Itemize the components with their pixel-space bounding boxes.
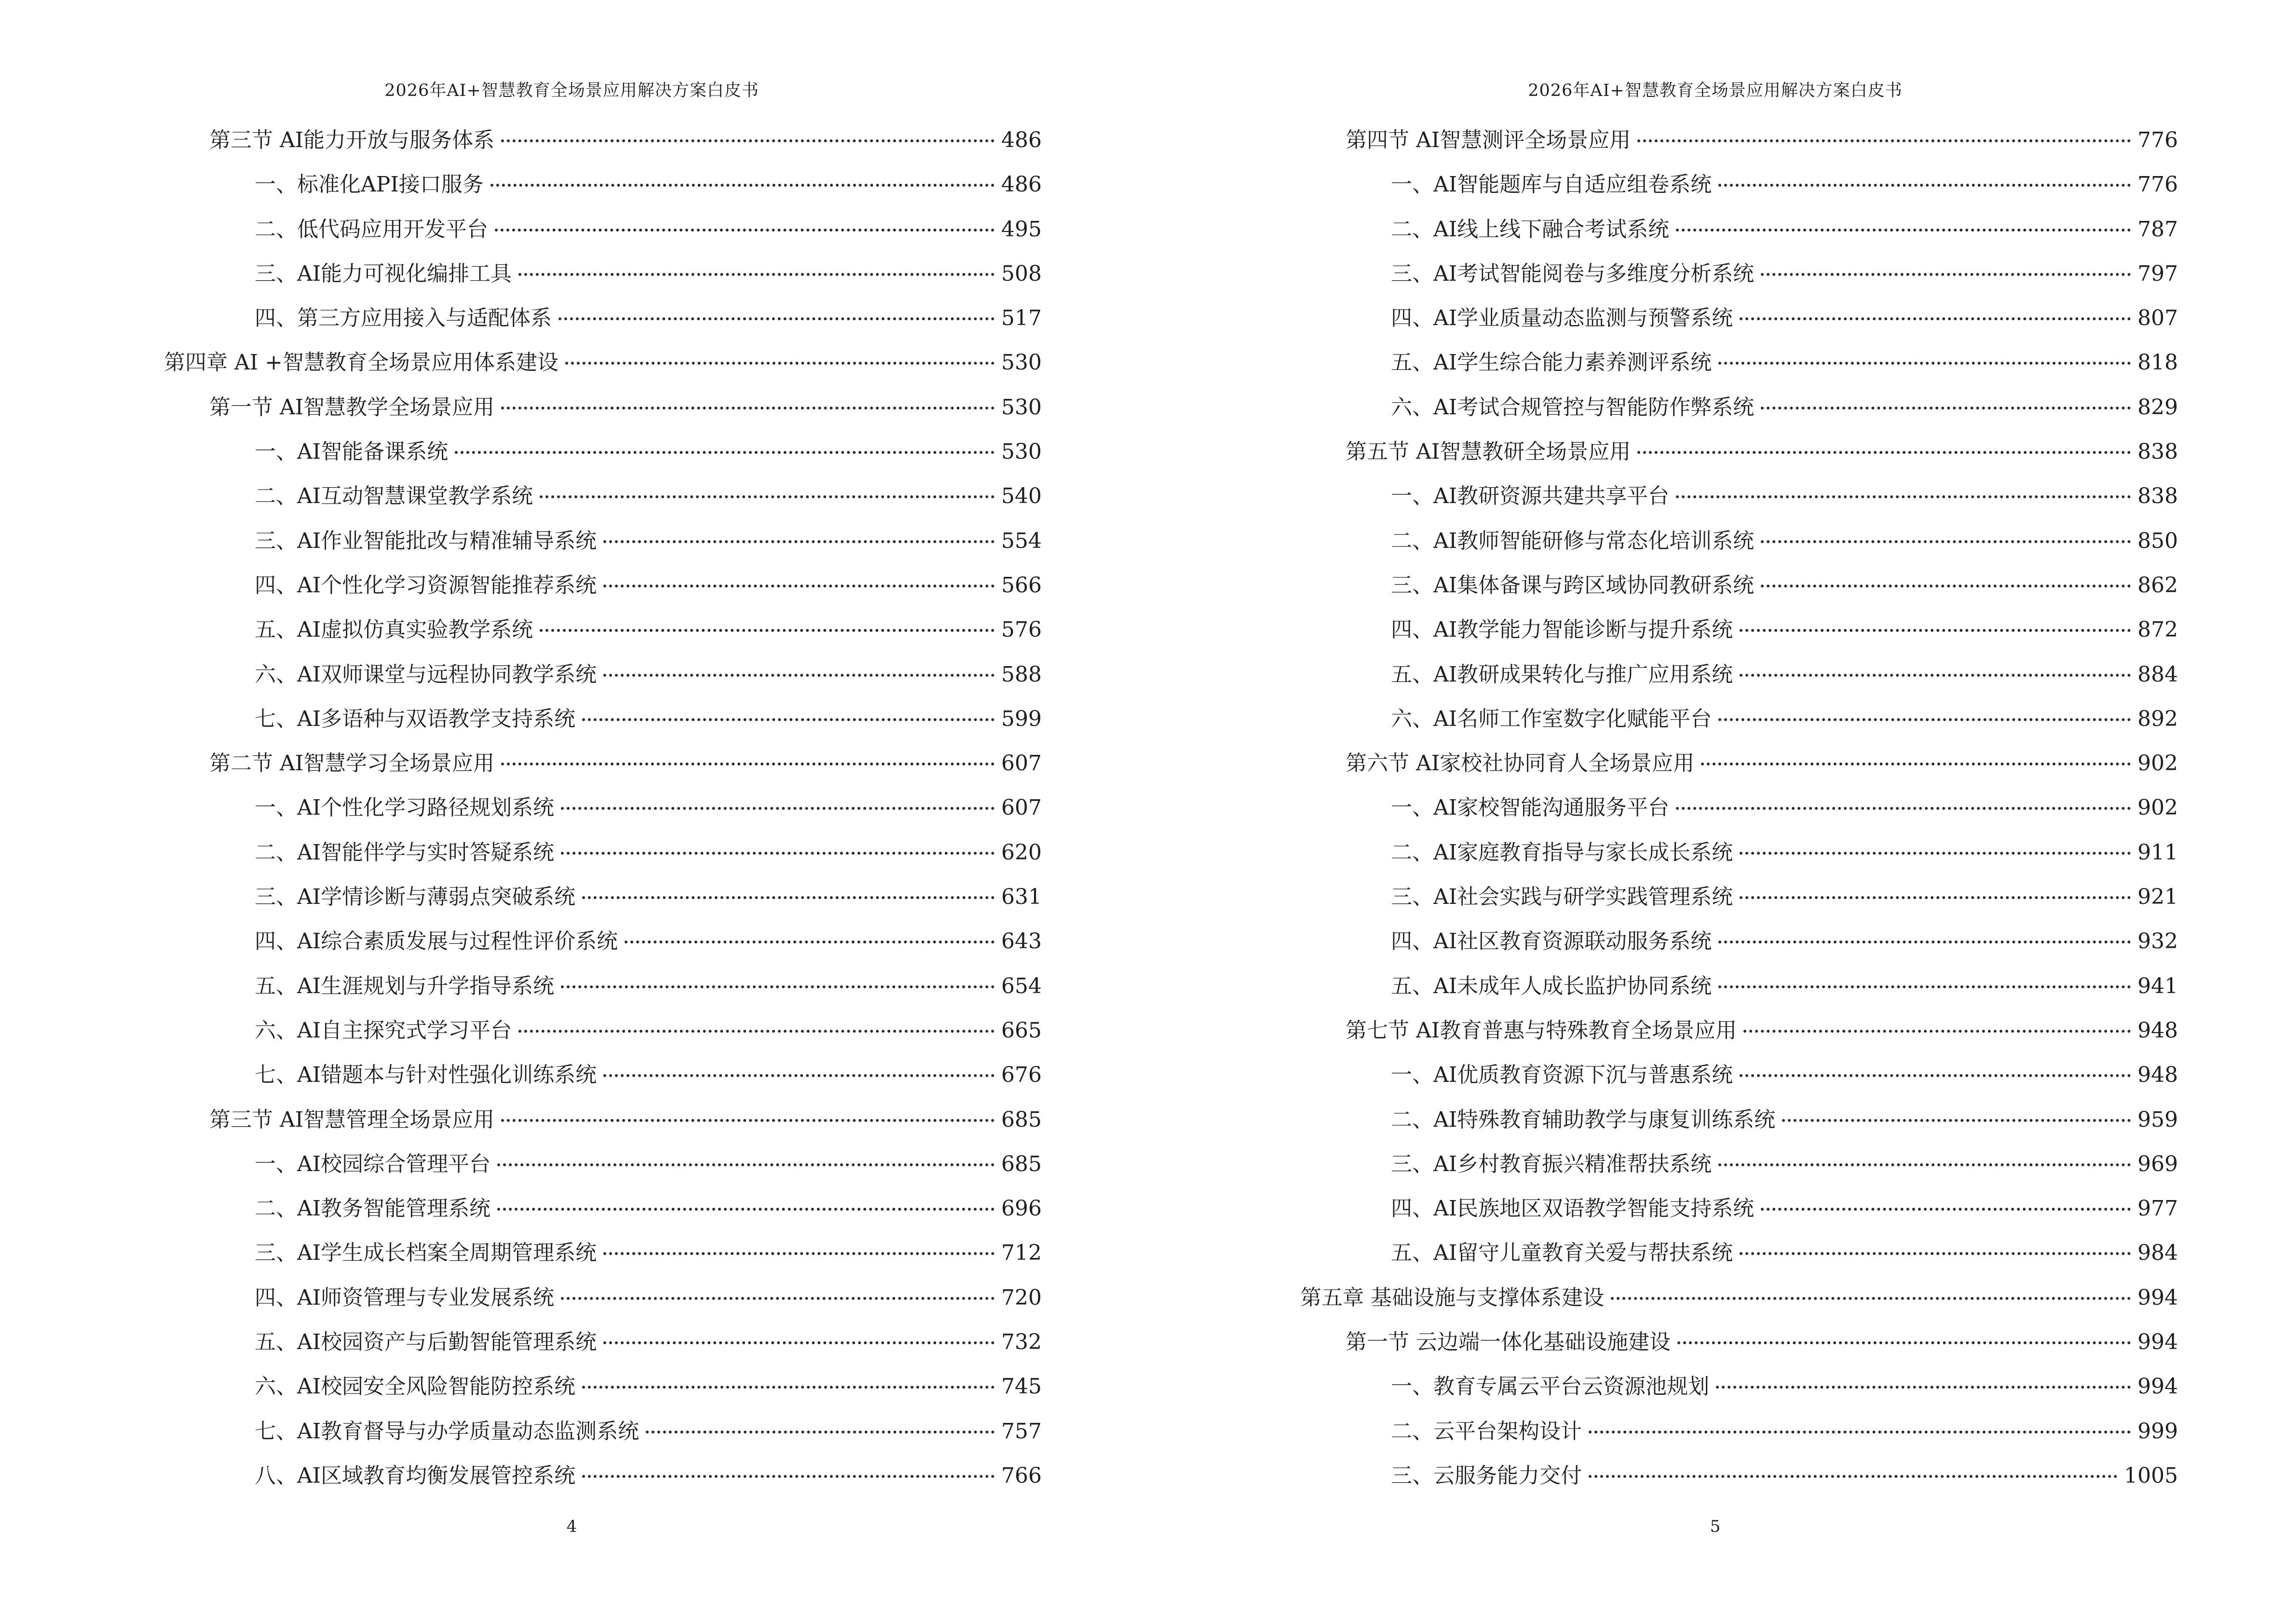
dot-leader (540, 495, 994, 498)
toc-entry[interactable] (1300, 697, 2178, 741)
dot-leader (561, 985, 994, 988)
toc-entry-title: 四、AI师资管理与专业发展系统 (255, 1285, 555, 1310)
toc-entry[interactable] (1300, 875, 2178, 919)
toc-entry-title: 第五节 AI智慧教研全场景应用 (1346, 439, 1631, 464)
dot-leader (501, 763, 994, 765)
dot-leader (1740, 629, 2131, 632)
toc-entry-title: 第七节 AI教育普惠与特殊教育全场景应用 (1346, 1018, 1737, 1043)
toc-entry-title: 四、AI社区教育资源联动服务系统 (1391, 929, 1712, 954)
toc-entry-title: 三、AI作业智能批改与精准辅导系统 (255, 528, 597, 553)
toc-entry-page-number: 994 (2137, 1330, 2178, 1355)
toc-entry-page-number: 862 (2137, 573, 2178, 598)
dot-leader (603, 540, 994, 543)
toc-entry-page-number: 631 (1001, 885, 1042, 910)
dot-leader (1740, 317, 2131, 320)
dot-leader (1718, 1163, 2131, 1166)
toc-entry[interactable] (1300, 1409, 2178, 1454)
toc-entry[interactable] (1300, 1098, 2178, 1142)
toc-entry-title: 一、AI校园综合管理平台 (255, 1151, 491, 1176)
dot-leader (1761, 585, 2131, 587)
toc-entry-page-number: 797 (2137, 261, 2178, 286)
toc-entry-title: 三、AI能力可视化编排工具 (255, 261, 512, 286)
dot-leader (518, 1030, 994, 1033)
dot-leader (1589, 1431, 2131, 1433)
table-of-contents (164, 118, 1042, 1498)
toc-entry[interactable] (1300, 1276, 2178, 1320)
toc-entry[interactable] (164, 1276, 1042, 1320)
toc-entry[interactable] (1300, 1454, 2178, 1498)
toc-entry-page-number: 685 (1001, 1151, 1042, 1176)
toc-entry[interactable] (164, 919, 1042, 964)
toc-entry[interactable] (1300, 1053, 2178, 1097)
dot-leader (561, 852, 994, 855)
toc-entry-title: 四、第三方应用接入与适配体系 (255, 306, 552, 331)
toc-entry[interactable] (1300, 1365, 2178, 1409)
toc-entry-page-number: 994 (2137, 1285, 2178, 1310)
toc-entry-page-number: 607 (1001, 795, 1042, 820)
toc-entry[interactable] (164, 118, 1042, 163)
toc-entry-page-number: 948 (2137, 1063, 2178, 1088)
toc-entry[interactable] (164, 875, 1042, 919)
toc-entry-title: 五、AI虚拟仿真实验教学系统 (255, 617, 533, 642)
dot-leader (565, 362, 994, 365)
toc-entry[interactable] (164, 519, 1042, 563)
toc-entry-page-number: 599 (1001, 706, 1042, 731)
toc-entry[interactable] (164, 1009, 1042, 1053)
toc-entry[interactable] (164, 786, 1042, 830)
toc-entry-title: 三、AI学生成长档案全周期管理系统 (255, 1241, 597, 1266)
dot-leader (1718, 362, 2131, 365)
toc-entry[interactable] (1300, 1187, 2178, 1231)
toc-entry-title: 七、AI多语种与双语教学支持系统 (255, 706, 576, 731)
toc-entry-title: 第二节 AI智慧学习全场景应用 (209, 751, 495, 776)
toc-entry[interactable] (1300, 786, 2178, 830)
toc-entry[interactable] (1300, 964, 2178, 1009)
toc-entry[interactable] (1300, 163, 2178, 207)
toc-entry-page-number: 665 (1001, 1018, 1042, 1043)
toc-entry-title: 二、AI智能伴学与实时答疑系统 (255, 840, 555, 865)
toc-entry-page-number: 838 (2137, 484, 2178, 509)
toc-entry-title: 第一节 云边端一体化基础设施建设 (1346, 1330, 1671, 1355)
dot-leader (561, 1297, 994, 1300)
dot-leader (582, 896, 994, 899)
toc-entry-title: 八、AI区域教育均衡发展管控系统 (255, 1463, 576, 1488)
toc-entry-page-number: 654 (1001, 973, 1042, 998)
toc-entry-title: 七、AI教育督导与办学质量动态监测系统 (255, 1419, 640, 1444)
toc-entry-title: 一、AI优质教育资源下沉与普惠系统 (1391, 1063, 1733, 1088)
toc-entry-title: 四、AI综合素质发展与过程性评价系统 (255, 929, 618, 954)
toc-entry-title: 二、低代码应用开发平台 (255, 217, 488, 242)
page-number: 4 (566, 1517, 577, 1536)
toc-entry[interactable] (1300, 430, 2178, 474)
dot-leader (1740, 852, 2131, 855)
dot-leader (582, 1386, 994, 1389)
dot-leader (558, 317, 994, 320)
toc-entry[interactable] (1300, 563, 2178, 608)
toc-entry-title: 二、AI教师智能研修与常态化培训系统 (1391, 528, 1755, 553)
toc-entry-page-number: 969 (2137, 1151, 2178, 1176)
toc-entry-title: 第一节 AI智慧教学全场景应用 (209, 395, 495, 420)
toc-entry-title: 四、AI民族地区双语教学智能支持系统 (1391, 1196, 1755, 1221)
toc-entry[interactable] (1300, 519, 2178, 563)
dot-leader (625, 941, 994, 943)
toc-entry-page-number: 685 (1001, 1107, 1042, 1132)
toc-entry-page-number: 1005 (2124, 1463, 2178, 1488)
dot-leader (1761, 407, 2131, 409)
dot-leader (646, 1431, 994, 1433)
toc-entry-title: 一、标准化API接口服务 (255, 172, 484, 197)
toc-entry-title: 五、AI未成年人成长监护协同系统 (1391, 973, 1712, 998)
toc-entry-page-number: 620 (1001, 840, 1042, 865)
toc-entry-page-number: 643 (1001, 929, 1042, 954)
toc-entry-page-number: 530 (1001, 395, 1042, 420)
toc-entry-page-number: 932 (2137, 929, 2178, 954)
toc-entry-title: 六、AI自主探究式学习平台 (255, 1018, 512, 1043)
toc-entry[interactable] (164, 207, 1042, 252)
toc-entry-page-number: 872 (2137, 617, 2178, 642)
toc-entry-title: 三、云服务能力交付 (1391, 1463, 1582, 1488)
dot-leader (501, 407, 994, 409)
toc-entry-title: 第四章 AI +智慧教育全场景应用体系建设 (164, 350, 558, 375)
toc-entry[interactable] (164, 697, 1042, 741)
running-header: 2026年AI+智慧教育全场景应用解决方案白皮书 (1528, 81, 1903, 100)
toc-entry[interactable] (1300, 385, 2178, 430)
toc-entry-page-number: 994 (2137, 1374, 2178, 1399)
toc-entry-page-number: 508 (1001, 261, 1042, 286)
toc-entry-page-number: 676 (1001, 1063, 1042, 1088)
toc-entry-title: 第五章 基础设施与支撑体系建设 (1300, 1285, 1604, 1310)
right-page (1144, 0, 2287, 1624)
dot-leader (603, 674, 994, 677)
toc-entry-title: 第四节 AI智慧测评全场景应用 (1346, 128, 1631, 152)
toc-entry[interactable] (1300, 341, 2178, 385)
dot-leader (1676, 807, 2131, 810)
toc-entry[interactable] (164, 474, 1042, 519)
toc-entry-title: 五、AI留守儿童教育关爱与帮扶系统 (1391, 1241, 1733, 1266)
toc-entry-title: 四、AI个性化学习资源智能推荐系统 (255, 573, 597, 598)
toc-entry-title: 一、AI教研资源共建共享平台 (1391, 484, 1670, 509)
toc-entry-title: 二、AI教务智能管理系统 (255, 1196, 491, 1221)
dot-leader (501, 1119, 994, 1122)
toc-entry[interactable] (164, 1098, 1042, 1142)
toc-entry-page-number: 732 (1001, 1330, 1042, 1355)
toc-entry-page-number: 892 (2137, 706, 2178, 731)
toc-entry-title: 五、AI学生综合能力素养测评系统 (1391, 350, 1712, 375)
toc-entry-title: 四、AI教学能力智能诊断与提升系统 (1391, 617, 1733, 642)
toc-entry[interactable] (164, 1053, 1042, 1097)
toc-entry-page-number: 911 (2137, 840, 2178, 865)
toc-entry-title: 二、AI特殊教育辅助教学与康复训练系统 (1391, 1107, 1776, 1132)
dot-leader (1761, 540, 2131, 543)
dot-leader (1716, 1386, 2131, 1389)
toc-entry[interactable] (1300, 474, 2178, 519)
table-of-contents (1300, 118, 2178, 1498)
toc-entry-title: 第三节 AI智慧管理全场景应用 (209, 1107, 495, 1132)
dot-leader (1637, 139, 2131, 142)
dot-leader (490, 184, 994, 187)
dot-leader (1718, 184, 2131, 187)
toc-entry-title: 二、AI家庭教育指导与家长成长系统 (1391, 840, 1733, 865)
toc-entry-title: 三、AI学情诊断与薄弱点突破系统 (255, 885, 576, 910)
toc-entry-title: 四、AI学业质量动态监测与预警系统 (1391, 306, 1733, 331)
toc-entry-page-number: 959 (2137, 1107, 2178, 1132)
toc-entry-page-number: 902 (2137, 795, 2178, 820)
toc-entry-title: 六、AI校园安全风险智能防控系统 (255, 1374, 576, 1399)
toc-entry-page-number: 884 (2137, 662, 2178, 687)
toc-entry-page-number: 495 (1001, 217, 1042, 242)
toc-entry-page-number: 818 (2137, 350, 2178, 375)
toc-entry-page-number: 720 (1001, 1285, 1042, 1310)
toc-entry-page-number: 766 (1001, 1463, 1042, 1488)
toc-entry[interactable] (164, 163, 1042, 207)
dot-leader (1740, 1252, 2131, 1255)
toc-entry[interactable] (1300, 207, 2178, 252)
page-number: 5 (1710, 1517, 1721, 1536)
toc-entry-page-number: 566 (1001, 573, 1042, 598)
toc-entry-title: 三、AI社会实践与研学实践管理系统 (1391, 885, 1733, 910)
toc-entry-title: 一、教育专属云平台云资源池规划 (1391, 1374, 1709, 1399)
dot-leader (1676, 495, 2131, 498)
toc-entry[interactable] (1300, 919, 2178, 964)
toc-entry-page-number: 757 (1001, 1419, 1042, 1444)
toc-entry[interactable] (1300, 1320, 2178, 1365)
toc-entry-page-number: 540 (1001, 484, 1042, 509)
toc-entry-page-number: 787 (2137, 217, 2178, 242)
dot-leader (1740, 1074, 2131, 1077)
dot-leader (495, 229, 994, 232)
dot-leader (1718, 941, 2131, 943)
toc-entry[interactable] (1300, 1142, 2178, 1187)
toc-entry-title: 六、AI双师课堂与远程协同教学系统 (255, 662, 597, 687)
dot-leader (1718, 718, 2131, 721)
toc-entry-title: 三、AI集体备课与跨区域协同教研系统 (1391, 573, 1755, 598)
toc-entry-page-number: 941 (2137, 973, 2178, 998)
toc-entry-title: 二、AI线上线下融合考试系统 (1391, 217, 1670, 242)
toc-entry-page-number: 948 (2137, 1018, 2178, 1043)
toc-entry-title: 第三节 AI能力开放与服务体系 (209, 128, 495, 152)
toc-entry-page-number: 696 (1001, 1196, 1042, 1221)
toc-entry[interactable] (1300, 1009, 2178, 1053)
toc-entry-page-number: 984 (2137, 1241, 2178, 1266)
toc-entry[interactable] (164, 1142, 1042, 1187)
toc-entry-page-number: 776 (2137, 128, 2178, 152)
dot-leader (603, 1074, 994, 1077)
toc-entry-title: 三、AI考试智能阅卷与多维度分析系统 (1391, 261, 1755, 286)
toc-entry-title: 一、AI家校智能沟通服务平台 (1391, 795, 1670, 820)
dot-leader (603, 1252, 994, 1255)
toc-entry-title: 第六节 AI家校社协同育人全场景应用 (1346, 751, 1695, 776)
toc-entry[interactable] (164, 1187, 1042, 1231)
dot-leader (1761, 1208, 2131, 1211)
dot-leader (1701, 763, 2131, 765)
toc-entry[interactable] (164, 430, 1042, 474)
dot-leader (603, 1341, 994, 1344)
toc-entry[interactable] (164, 1365, 1042, 1409)
toc-entry[interactable] (1300, 252, 2178, 296)
toc-entry-title: 五、AI生涯规划与升学指导系统 (255, 973, 555, 998)
toc-entry[interactable] (1300, 653, 2178, 697)
toc-entry[interactable] (164, 608, 1042, 652)
toc-entry-title: 六、AI名师工作室数字化赋能平台 (1391, 706, 1712, 731)
toc-entry-page-number: 902 (2137, 751, 2178, 776)
dot-leader (501, 139, 994, 142)
toc-entry-title: 六、AI考试合规管控与智能防作弊系统 (1391, 395, 1755, 420)
toc-entry[interactable] (1300, 296, 2178, 341)
toc-entry[interactable] (164, 653, 1042, 697)
toc-entry[interactable] (1300, 1231, 2178, 1275)
dot-leader (497, 1163, 994, 1166)
dot-leader (1740, 896, 2131, 899)
dot-leader (1637, 451, 2131, 454)
dot-leader (603, 585, 994, 587)
dot-leader (1718, 985, 2131, 988)
dot-leader (1611, 1297, 2131, 1300)
dot-leader (1677, 1341, 2131, 1344)
toc-entry-page-number: 486 (1001, 128, 1042, 152)
dot-leader (1589, 1475, 2117, 1478)
toc-entry-title: 二、AI互动智慧课堂教学系统 (255, 484, 533, 509)
toc-entry-title: 一、AI智能备课系统 (255, 439, 449, 464)
toc-entry-title: 一、AI个性化学习路径规划系统 (255, 795, 555, 820)
toc-entry[interactable] (164, 1409, 1042, 1454)
running-header: 2026年AI+智慧教育全场景应用解决方案白皮书 (384, 81, 759, 100)
toc-entry-page-number: 850 (2137, 528, 2178, 553)
dot-leader (582, 718, 994, 721)
toc-entry[interactable] (164, 341, 1042, 385)
toc-entry-page-number: 838 (2137, 439, 2178, 464)
toc-entry-page-number: 588 (1001, 662, 1042, 687)
toc-entry-page-number: 977 (2137, 1196, 2178, 1221)
toc-entry-title: 三、AI乡村教育振兴精准帮扶系统 (1391, 1151, 1712, 1176)
toc-entry-page-number: 999 (2137, 1419, 2178, 1444)
toc-entry[interactable] (1300, 831, 2178, 875)
dot-leader (1740, 674, 2131, 677)
toc-entry[interactable] (164, 1320, 1042, 1365)
toc-entry[interactable] (164, 563, 1042, 608)
dot-leader (1761, 273, 2131, 276)
toc-entry-page-number: 829 (2137, 395, 2178, 420)
toc-entry-title: 二、云平台架构设计 (1391, 1419, 1582, 1444)
toc-entry[interactable] (164, 1454, 1042, 1498)
toc-entry[interactable] (164, 1231, 1042, 1275)
toc-entry-page-number: 745 (1001, 1374, 1042, 1399)
dot-leader (497, 1208, 994, 1211)
dot-leader (1782, 1119, 2131, 1122)
toc-entry[interactable] (1300, 608, 2178, 652)
toc-entry-page-number: 776 (2137, 172, 2178, 197)
dot-leader (540, 629, 994, 632)
toc-entry[interactable] (164, 831, 1042, 875)
toc-entry-title: 五、AI教研成果转化与推广应用系统 (1391, 662, 1733, 687)
toc-entry-title: 一、AI智能题库与自适应组卷系统 (1391, 172, 1712, 197)
toc-entry[interactable] (164, 741, 1042, 786)
dot-leader (455, 451, 994, 454)
toc-entry-title: 五、AI校园资产与后勤智能管理系统 (255, 1330, 597, 1355)
toc-entry[interactable] (164, 964, 1042, 1009)
toc-entry-page-number: 530 (1001, 350, 1042, 375)
dot-leader (518, 273, 994, 276)
toc-entry[interactable] (164, 252, 1042, 296)
toc-entry[interactable] (164, 296, 1042, 341)
toc-entry-page-number: 712 (1001, 1241, 1042, 1266)
toc-entry-page-number: 807 (2137, 306, 2178, 331)
toc-entry-page-number: 517 (1001, 306, 1042, 331)
toc-entry[interactable] (1300, 118, 2178, 163)
toc-entry[interactable] (164, 385, 1042, 430)
toc-entry-title: 七、AI错题本与针对性强化训练系统 (255, 1063, 597, 1088)
dot-leader (1676, 229, 2131, 232)
dot-leader (582, 1475, 994, 1478)
dot-leader (1743, 1030, 2131, 1033)
toc-entry[interactable] (1300, 741, 2178, 786)
toc-entry-page-number: 921 (2137, 885, 2178, 910)
toc-entry-page-number: 607 (1001, 751, 1042, 776)
toc-entry-page-number: 554 (1001, 528, 1042, 553)
toc-entry-page-number: 576 (1001, 617, 1042, 642)
dot-leader (561, 807, 994, 810)
toc-entry-page-number: 486 (1001, 172, 1042, 197)
toc-entry-page-number: 530 (1001, 439, 1042, 464)
